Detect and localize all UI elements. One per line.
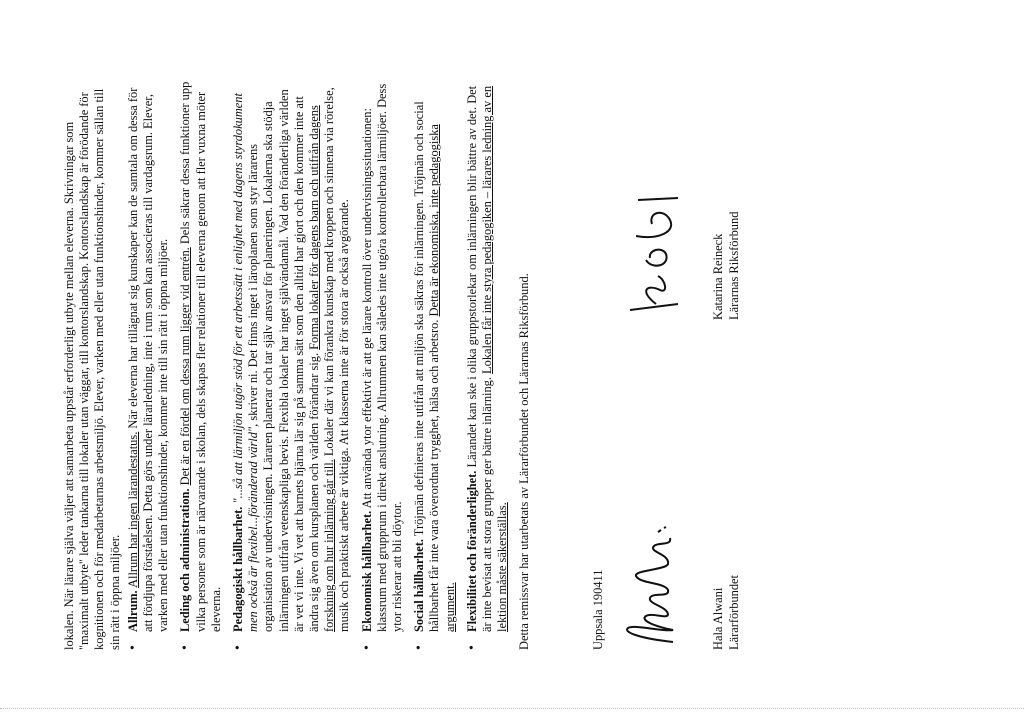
signature-katarina-reineck [618, 170, 688, 320]
bullet-underlined: Lokalen får inte styra pedagogiken – lärares ledning av en lektion måste säkerställas. [480, 85, 510, 632]
document-page [62, 80, 882, 650]
place-date: Uppsala 190411 [590, 569, 605, 650]
bullet-social [412, 80, 458, 650]
signatory-name: Hala Alwani [710, 587, 725, 650]
bullet-underlined: Allrum har ingen lärandestatus. [125, 431, 140, 588]
bullet-text-2: Lokaler där vi kan förankra kunskap med kroppen och sinnena via rörelse, musik och praktiskt arbete är viktiga. Att klasserna inte är för stora är också avgörande. [322, 87, 352, 632]
bottom-divider [0, 708, 1024, 709]
bullet-ledning [178, 80, 224, 650]
bullet-text: Tröjmän definieras inte utifrån att miljön ska säkras för inlärningen. Tröjmän och social hållbarhet får inte vara överordnat trygghet, hälsa och arbetsro. [412, 101, 442, 632]
intro-paragraph: lokalen. När lärare själva väljer att samarbeta uppstår erforderligt utbyte mellan eleverna. Skrivningar som "maximalt utbyte" leder tankarna till lokaler utan väggar, till kontorslandskap. Kontorslandskap är förödande för kognitionen och för medarbetarnas arbetsmiljö. Elever, varken med eller utan funktionshinder, kommer sällan till sin rätt i öppna miljöer. [62, 88, 122, 650]
bullet-text: Att använda ytor effektivt är att ge lärare kontroll över undervisningssituationen: klassrum med grupprum i direkt anslutning. Allrummen kan således inte utgöra kontrollerbara lärmiljöer. Dess ytor riskerar att bli döytor. [359, 83, 405, 632]
bullet-list [126, 80, 511, 650]
bullet-text: När eleverna har tillägnat sig kunskaper kan de samtala om dessa för att fördjupa förståelsen. Detta görs under lärarledning, inte i rum som kan associeras till vardagsrum. Elever, varken med eller utan funktionshinder, kommer inte till sin rätt i öppna miljöer. [125, 87, 171, 632]
bullet-underlined: Det är en fördel om dessa rum ligger vid entrén. [178, 247, 193, 486]
bullet-flexibilitet [465, 80, 511, 650]
bullet-quote: "...så att lärmiljön utgör stöd för ett arbetssätt i enlighet med dagens styrdokument men också är flexibel...föränderad värld", [231, 93, 261, 632]
bullet-title: Leding och administration. [178, 488, 193, 632]
bullet-pedagogisk [231, 80, 353, 650]
bullet-text: Lärandet kan ske i olika gruppstorlekar om inlärningen blir bättre av det. Det är inte bevisat att stora grupper ger bättre inlärning. [464, 85, 495, 632]
bullet-underlined: Detta är ekonomiska, inte pedagogiska argument. [427, 124, 457, 632]
closing-sentence: Detta remissvar har utarbetats av Lärarförbundet och Lärarnas Riksförbund. [517, 273, 532, 650]
signatory-name: Katarina Reineck [710, 233, 725, 320]
signatory-org: Lärarförbundet [726, 575, 741, 650]
bullet-allrum [126, 80, 172, 650]
bullet-ekonomisk [360, 80, 406, 650]
bullet-title: Social hållbarhet. [412, 539, 427, 632]
signatory-org: Lärarnas Riksförbund [726, 211, 741, 320]
bullet-text: Dels säkrar dessa funktioner upp vilka personer som är närvarande i skolan, dels skapas fler relationer till eleverna genom att fler vuxna möter eleverna. [178, 81, 223, 632]
bullet-underlined: Forma lokaler för dagens barn och utifrån dagens forskning om hur inlärning går till. [307, 105, 337, 632]
signature-hala-alwani [618, 520, 688, 650]
bullet-text: skriver ni. Det finns inget i läroplanen som styr lärarens organisation av undervisningen. Läraren planerar och tar själv ansvar för planeringen. Lokalerna ska stödja inlärningen utifrån vetenskapliga bevis. Flexibla lokaler har inget självändamål. Vad den föränderliga världen är vet vi inte. Vi vet att barnets hjärna lär sig på samma sätt som den alltid har gjort och den kommer inte att ändra sig även om kursplanen och världen förändrar sig. [246, 89, 322, 632]
bullet-title: Flexibilitet och föränderlighet. [464, 470, 479, 632]
bullet-title: Allrum. [125, 590, 140, 632]
bullet-title: Pedagogiskt hållbarhet. [231, 506, 246, 632]
bullet-title: Ekonomisk hållbarhet. [359, 510, 374, 632]
signature-area [543, 80, 773, 650]
